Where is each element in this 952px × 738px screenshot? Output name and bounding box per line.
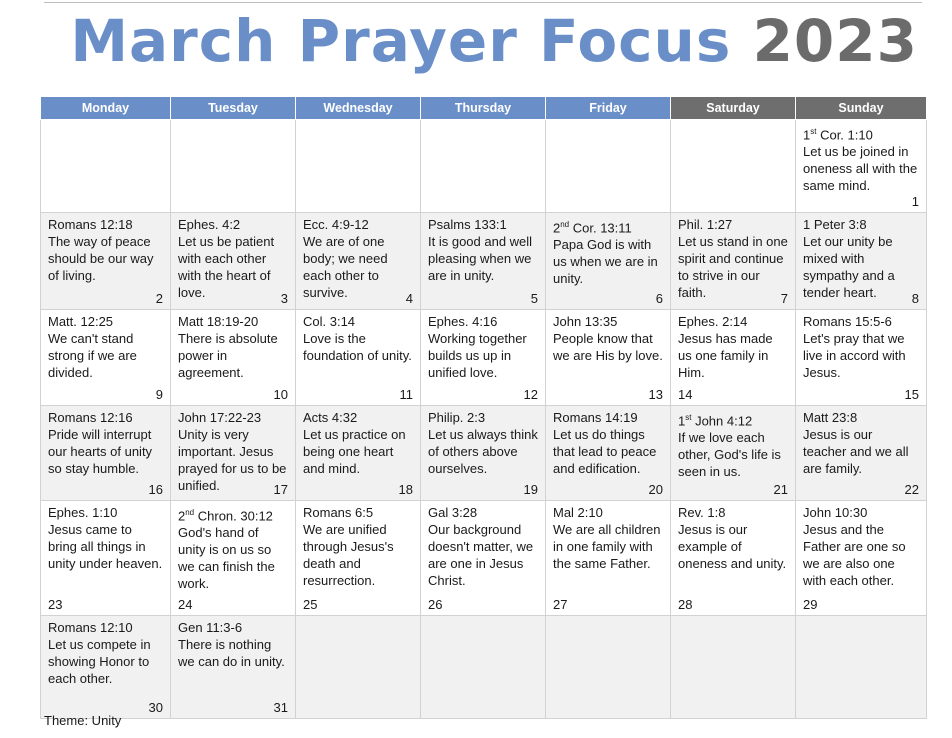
verse-text: People know that we are His by love. <box>553 331 663 363</box>
verse-reference: 1 Peter 3:8 <box>803 217 867 232</box>
day-number: 13 <box>648 387 663 402</box>
verse-reference: Gal 3:28 <box>428 505 478 520</box>
title-year: 2023 <box>752 7 918 75</box>
verse-reference: Matt 23:8 <box>803 410 858 425</box>
verse-text: Our background doesn't matter, we are one in Jesus Christ. <box>428 522 534 588</box>
verse-text: We are of one body; we need each other to survive. <box>303 234 388 300</box>
verse-reference: John 10:30 <box>803 505 868 520</box>
day-cell <box>296 310 421 406</box>
verse-reference: Romans 12:18 <box>48 217 133 232</box>
day-cell <box>546 501 671 616</box>
day-cell <box>296 501 421 616</box>
day-number: 21 <box>773 482 788 497</box>
day-number: 12 <box>523 387 538 402</box>
day-cell <box>421 406 546 501</box>
theme-footer: Theme: Unity <box>44 713 122 728</box>
empty-day-cell <box>796 616 927 719</box>
verse-text: Unity is very important. Jesus prayed for us to be unified. <box>178 427 287 493</box>
day-cell <box>671 406 796 501</box>
day-cell <box>546 406 671 501</box>
day-cell <box>171 616 296 719</box>
verse-reference: Matt. 12:25 <box>48 314 114 329</box>
day-cell <box>421 213 546 310</box>
day-number: 29 <box>803 597 818 612</box>
verse-text: There is absolute power in agreement. <box>178 331 278 380</box>
day-number: 25 <box>303 597 318 612</box>
verse-reference: Gen 11:3-6 <box>178 620 243 635</box>
day-cell <box>796 213 927 310</box>
verse-reference: Romans 12:10 <box>48 620 133 635</box>
verse-text: Jesus has made us one family in Him. <box>678 331 773 380</box>
day-number: 16 <box>148 482 163 497</box>
day-cell <box>796 501 927 616</box>
top-rule <box>44 2 922 3</box>
day-number: 22 <box>904 482 919 497</box>
verse-text: Let us always think of others above ourselves. <box>428 427 538 476</box>
day-number: 6 <box>655 291 663 306</box>
day-number: 8 <box>911 291 919 306</box>
day-cell <box>421 501 546 616</box>
header-tuesday: Tuesday <box>171 97 296 120</box>
day-cell <box>41 501 171 616</box>
day-cell <box>296 406 421 501</box>
verse-reference: John 13:35 <box>553 314 618 329</box>
day-cell <box>41 213 171 310</box>
verse-reference: Phil. 1:27 <box>678 217 733 232</box>
day-number: 5 <box>530 291 538 306</box>
header-friday: Friday <box>546 97 671 120</box>
verse-text: If we love each other, God's life is seen in us. <box>678 430 781 480</box>
header-sunday: Sunday <box>796 97 927 120</box>
week-row <box>41 310 927 406</box>
verse-reference: Mal 2:10 <box>553 505 603 520</box>
verse-text: Let us be patient with each other with the heart of love. <box>178 234 275 300</box>
day-number: 24 <box>178 597 193 612</box>
header-wednesday: Wednesday <box>296 97 421 120</box>
day-cell <box>41 406 171 501</box>
day-number: 14 <box>678 387 693 402</box>
verse-text: The way of peace should be our way of living. <box>48 234 154 283</box>
verse-reference: Romans 6:5 <box>303 505 374 520</box>
verse-reference: Col. 3:14 <box>303 314 356 329</box>
verse-text: Jesus is our example of oneness and unity. <box>678 522 787 571</box>
day-number: 20 <box>648 482 663 497</box>
day-number: 26 <box>428 597 443 612</box>
verse-text: Papa God is with us when we are in unity. <box>553 237 658 287</box>
empty-day-cell <box>671 120 796 213</box>
week-row <box>41 120 927 213</box>
verse-text: We can't stand strong if we are divided. <box>48 331 137 380</box>
week-row <box>41 213 927 310</box>
verse-reference: Romans 14:19 <box>553 410 638 425</box>
day-cell <box>41 310 171 406</box>
verse-text: Let our unity be mixed with sympathy and a tender heart. <box>803 234 895 300</box>
empty-day-cell <box>546 616 671 719</box>
day-number: 9 <box>155 387 163 402</box>
verse-text: Let us compete in showing Honor to each other. <box>48 637 151 686</box>
day-cell <box>796 310 927 406</box>
verse-text: Love is the foundation of unity. <box>303 331 412 363</box>
day-number: 31 <box>273 700 288 715</box>
week-row <box>41 501 927 616</box>
verse-text: We are unified through Jesus's death and resurrection. <box>303 522 394 588</box>
verse-reference: John 17:22-23 <box>178 410 262 425</box>
day-cell <box>41 616 171 719</box>
verse-text: It is good and well pleasing when we are in unity. <box>428 234 533 283</box>
empty-day-cell <box>546 120 671 213</box>
day-number: 30 <box>148 700 163 715</box>
day-cell <box>796 406 927 501</box>
week-row <box>41 616 927 719</box>
verse-reference: Psalms 133:1 <box>428 217 507 232</box>
day-cell <box>671 213 796 310</box>
empty-day-cell <box>41 120 171 213</box>
day-number: 23 <box>48 597 63 612</box>
empty-day-cell <box>671 616 796 719</box>
day-cell <box>171 406 296 501</box>
empty-day-cell <box>296 616 421 719</box>
empty-day-cell <box>421 616 546 719</box>
title-main: March Prayer Focus <box>70 7 732 75</box>
day-cell <box>671 501 796 616</box>
day-cell <box>171 501 296 616</box>
verse-reference: Acts 4:32 <box>303 410 358 425</box>
day-number: 27 <box>553 597 568 612</box>
day-number: 17 <box>273 482 288 497</box>
verse-reference: Ephes. 1:10 <box>48 505 118 520</box>
verse-reference: Matt 18:19-20 <box>178 314 259 329</box>
verse-text: We are all children in one family with the same Father. <box>553 522 661 571</box>
verse-text: Jesus and the Father are one so we are also one with each other. <box>803 522 906 588</box>
verse-text: Jesus is our teacher and we all are family. <box>803 427 909 476</box>
verse-text: Working together builds us up in unified love. <box>428 331 527 380</box>
verse-reference: 2nd Chron. 30:12 <box>178 508 273 524</box>
empty-day-cell <box>296 120 421 213</box>
day-number: 1 <box>911 194 919 209</box>
verse-text: There is nothing we can do in unity. <box>178 637 285 669</box>
empty-day-cell <box>421 120 546 213</box>
verse-text: Let us stand in one spirit and continue to strive in our faith. <box>678 234 788 300</box>
day-number: 2 <box>155 291 163 306</box>
day-number: 7 <box>780 291 788 306</box>
verse-text: Jesus came to bring all things in unity under heaven. <box>48 522 163 571</box>
verse-reference: 1st Cor. 1:10 <box>803 127 873 143</box>
day-number: 28 <box>678 597 693 612</box>
verse-text: Let us be joined in oneness all with the same mind. <box>803 144 918 194</box>
day-number: 15 <box>904 387 919 402</box>
verse-text: Let us practice on being one heart and mind. <box>303 427 406 476</box>
verse-reference: Ecc. 4:9-12 <box>303 217 369 232</box>
calendar-grid <box>40 96 927 719</box>
day-cell <box>171 310 296 406</box>
weekday-header-row <box>41 97 927 120</box>
day-number: 19 <box>523 482 538 497</box>
day-cell <box>796 120 927 213</box>
verse-reference: 1st John 4:12 <box>678 413 753 429</box>
verse-reference: Philip. 2:3 <box>428 410 486 425</box>
empty-day-cell <box>171 120 296 213</box>
verse-reference: Ephes. 2:14 <box>678 314 748 329</box>
verse-reference: 2nd Cor. 13:11 <box>553 220 632 236</box>
day-cell <box>546 310 671 406</box>
day-number: 18 <box>398 482 413 497</box>
day-cell <box>671 310 796 406</box>
header-thursday: Thursday <box>421 97 546 120</box>
header-saturday: Saturday <box>671 97 796 120</box>
page-title <box>0 6 918 76</box>
day-cell <box>546 213 671 310</box>
day-number: 3 <box>280 291 288 306</box>
day-number: 11 <box>399 387 413 402</box>
verse-text: God's hand of unity is on us so we can finish the work. <box>178 525 275 592</box>
verse-reference: Romans 15:5-6 <box>803 314 892 329</box>
day-number: 10 <box>273 387 288 402</box>
verse-reference: Rev. 1:8 <box>678 505 726 520</box>
verse-reference: Ephes. 4:2 <box>178 217 241 232</box>
header-monday: Monday <box>41 97 171 120</box>
verse-text: Pride will interrupt our hearts of unity so stay humble. <box>48 427 153 476</box>
verse-reference: Ephes. 4:16 <box>428 314 498 329</box>
day-cell <box>421 310 546 406</box>
day-number: 4 <box>405 291 413 306</box>
verse-reference: Romans 12:16 <box>48 410 133 425</box>
day-cell <box>171 213 296 310</box>
verse-text: Let's pray that we live in accord with Jesus. <box>803 331 906 380</box>
verse-text: Let us do things that lead to peace and edification. <box>553 427 657 476</box>
week-row <box>41 406 927 501</box>
day-cell <box>296 213 421 310</box>
